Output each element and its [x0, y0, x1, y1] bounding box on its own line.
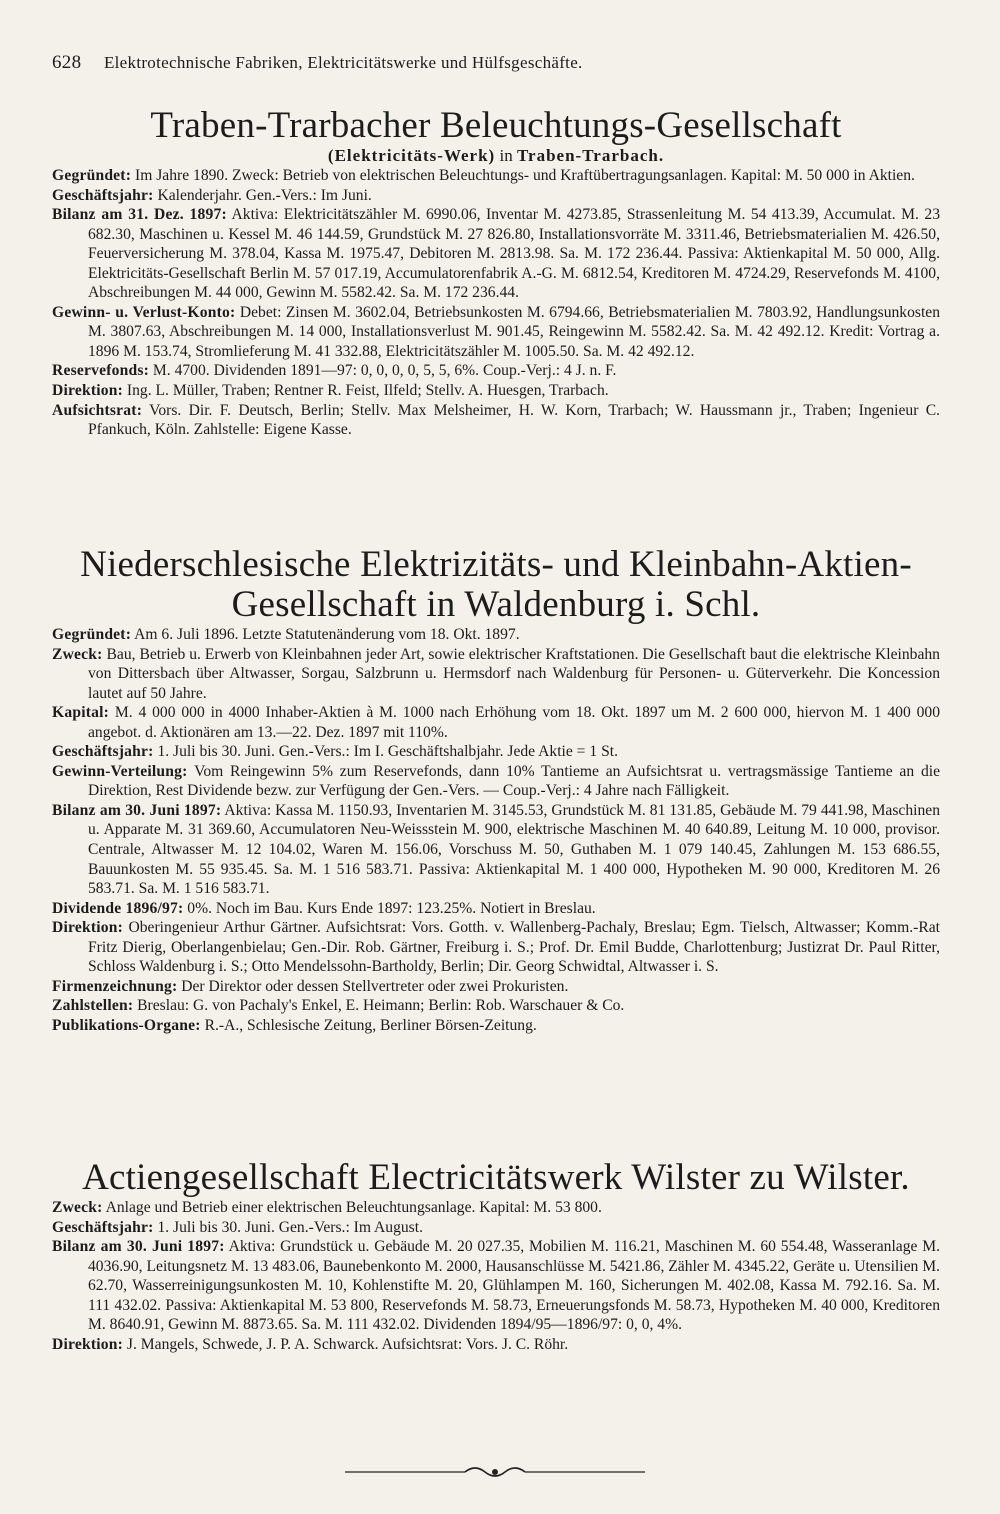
entry: Direktion: Oberingenieur Arthur Gärtner. Aufsichtsrat: Vors. Gotth. v. Wallenberg-Pachaly, Breslau; Egm. Tielsch, Altwasser; Komm.-Rat Fritz Dierig, Oberlangenbielau; Gen.-Dir. Rob. Gärtner, Freiburg i. S.; Prof. Dr. Emil Budde, Charlottenburg; Justizrat Dr. Paul Ritter, Schloss Waldenburg i. S.; Otto Mendelssohn-Bartholdy, Berlin; Dir. Georg Schwidtal, Altwasser i. S.: [52, 919, 940, 976]
entry: Zweck: Anlage und Betrieb einer elektrischen Beleuchtungsanlage. Kapital: M. 53 800.: [52, 1199, 602, 1216]
entry: Zahlstellen: Breslau: G. von Pachaly's Enkel, E. Heimann; Berlin: Rob. Warschauer & Co.: [52, 997, 625, 1015]
entry-list: [52, 1198, 940, 1354]
entry: Bilanz am 31. Dez. 1897: Aktiva: Elektricitätszähler M. 6990.06, Inventar M. 4273.85, Strassenleitung M. 54 413.39, Accumulat. M. 23 682.30, Maschinen u. Kessel M. 46 144.59, Grundstück M. 27 826.80, Installationsvorräte M. 3311.46, Betriebsmaterialien M. 426.50, Feuerversicherung M. 378.04, Kassa M. 1975.47, Debitoren M. 2813.98. Sa. M. 172 236.44. Passiva: Aktienkapital M. 50 000, Allg. Elektricitäts-Gesellschaft Berlin M. 57 017.19, Accumulatorenfabrik A.-G. M. 6812.54, Kreditoren M. 4724.29, Reservefonds M. 4100, Abschreibungen M. 44 000, Gewinn M. 5582.42. Sa. M. 172 236.44.: [52, 206, 940, 302]
entry: Direktion: J. Mangels, Schwede, J. P. A. Schwarck. Aufsichtsrat: Vors. J. C. Röhr.: [52, 1335, 569, 1353]
company-title-line1: Niederschlesische Elektrizitäts- und Kleinbahn-Aktien-: [80, 544, 912, 585]
running-title: Elektrotechnische Fabriken, Elektricitätswerke und Hülfsgeschäfte.: [103, 53, 583, 72]
subtitle-in: in: [499, 146, 513, 165]
entry: Reservefonds: M. 4700. Dividenden 1891—97: 0, 0, 0, 0, 5, 5, 6%. Coup.-Verj.: 4 J. n. F.: [52, 362, 617, 380]
company-section-waldenburg: [52, 545, 940, 1035]
entry: Firmenzeichnung: Der Direktor oder dessen Stellvertreter oder zwei Prokuristen.: [52, 977, 569, 995]
entry: Direktion: Ing. L. Müller, Traben; Rentner R. Feist, Ilfeld; Stellv. A. Huesgen, Trarbach.: [52, 382, 609, 400]
company-title-line2: Gesellschaft in Waldenburg i. Schl.: [231, 584, 761, 625]
running-header: [52, 52, 940, 74]
subtitle-place: Traben-Trarbach.: [516, 146, 665, 165]
entry-list: [52, 625, 940, 1035]
entry: Gegründet: Am 6. Juli 1896. Letzte Statutenänderung vom 18. Okt. 1897.: [52, 626, 520, 643]
entry: Dividende 1896/97: 0%. Noch im Bau. Kurs Ende 1897: 123.25%. Notiert in Breslau.: [52, 899, 596, 917]
entry: Geschäftsjahr: Kalenderjahr. Gen.-Vers.: Im Juni.: [52, 186, 372, 204]
entry: Gewinn- u. Verlust-Konto: Debet: Zinsen M. 3602.04, Betriebsunkosten M. 6794.66, Betriebsmaterialien M. 7803.92, Handlungsunkosten M. 3807.63, Abschreibungen M. 14 000, Installationsverlust M. 901.45, Reingewinn M. 5582.42. Sa. M. 42 492.12. Kredit: Vortrag a. 1896 M. 153.74, Stromlieferung M. 41 332.88, Elektricitätszähler M. 1005.50. Sa. M. 42 492.12.: [52, 303, 941, 360]
company-section-traben: [52, 106, 940, 440]
entry: Bilanz am 30. Juni 1897: Aktiva: Kassa M. 1150.93, Inventarien M. 3145.53, Grundstück M. 81 131.85, Gebäude M. 79 441.98, Maschinen u. Apparate M. 31 369.60, Accumulatoren Neu-Weissstein M. 900, elektrische Maschinen M. 40 640.89, Leitung M. 10 000, provisor. Centrale, Altwasser M. 12 104.02, Waren M. 156.06, Vorschuss M. 50, Guthaben M. 1 079 140.45, Zahlungen M. 153 686.55, Bauunkosten M. 55 935.45. Sa. M. 1 516 583.71. Passiva: Aktienkapital M. 1 400 000, Hypotheken M. 90 000, Kreditoren M. 26 583.71. Sa. M. 1 516 583.71.: [52, 801, 940, 898]
entry-list: [52, 166, 940, 440]
company-title: Traben-Trarbacher Beleuchtungs-Gesellschaft: [150, 105, 842, 146]
entry: Zweck: Bau, Betrieb u. Erwerb von Kleinbahnen jeder Art, sowie elektrischer Kraftstationen. Die Gesellschaft baut die elektrische Kleinbahn von Dittersbach über Altwasser, Sorgau, Salzbrunn u. Hermsdorf nach Waldenburg für Personen- u. Güterverkehr. Die Koncession lautet auf 50 Jahre.: [52, 645, 940, 702]
entry: Bilanz am 30. Juni 1897: Aktiva: Grundstück u. Gebäude M. 20 027.35, Mobilien M. 116.21, Maschinen M. 60 554.48, Wasseranlage M. 4036.90, Leitungsnetz M. 13 483.06, Baunebenkonto M. 2000, Hausanschlüsse M. 5421.86, Zähler M. 4345.22, Geräte u. Utensilien M. 62.70, Wasserreinigungsunkosten M. 10, Kohlenstifte M. 20, Glühlampen M. 160, Sicherungen M. 402.08, Kassa M. 792.16. Sa. M. 111 432.02. Passiva: Aktienkapital M. 53 800, Reservefonds M. 58.73, Erneuerungsfonds M. 58.73, Hypotheken M. 40 000, Kreditoren M. 8640.91, Gewinn M. 8873.65. Sa. M. 111 432.02. Dividenden 1894/95—1896/97: 0, 0, 4%.: [52, 1238, 940, 1334]
entry: Geschäftsjahr: 1. Juli bis 30. Juni. Gen.-Vers.: Im August.: [52, 1218, 423, 1236]
company-title: Actiengesellschaft Electricitätswerk Wilster zu Wilster.: [82, 1157, 910, 1198]
entry: Publikations-Organe: R.-A., Schlesische Zeitung, Berliner Börsen-Zeitung.: [52, 1016, 537, 1034]
company-section-wilster: [52, 1158, 940, 1354]
ornament-divider-icon: [345, 1462, 645, 1482]
entry: Kapital: M. 4 000 000 in 4000 Inhaber-Aktien à M. 1000 nach Erhöhung vom 18. Okt. 1897 um M. 2 600 000, hiervon M. 1 400 000 angebot. d. Aktionären am 13.—22. Dez. 1897 mit 110%.: [52, 704, 941, 741]
entry: Gewinn-Verteilung: Vom Reingewinn 5% zum Reservefonds, dann 10% Tantieme an Aufsichtsrat u. vertragsmässige Tantieme an die Direktion, Rest Dividende bezw. zur Verfügung der Gen.-Vers. — Coup.-Verj.: 4 Jahre nach Fälligkeit.: [52, 762, 940, 800]
page-number: 628: [52, 52, 82, 73]
entry: Aufsichtsrat: Vors. Dir. F. Deutsch, Berlin; Stellv. Max Melsheimer, H. W. Korn, Trarbach; W. Haussmann jr., Traben; Ingenieur C. Pfankuch, Köln. Zahlstelle: Eigene Kasse.: [52, 401, 940, 439]
subtitle-bold: (Elektricitäts-Werk): [327, 146, 496, 165]
entry: Gegründet: Im Jahre 1890. Zweck: Betrieb von elektrischen Beleuchtungs- und Kraftübertragungsanlagen. Kapital: M. 50 000 in Aktien.: [52, 167, 915, 184]
company-subtitle: [52, 146, 940, 166]
entry: Geschäftsjahr: 1. Juli bis 30. Juni. Gen.-Vers.: Im I. Geschäftshalbjahr. Jede Aktie = 1 St.: [52, 743, 618, 761]
